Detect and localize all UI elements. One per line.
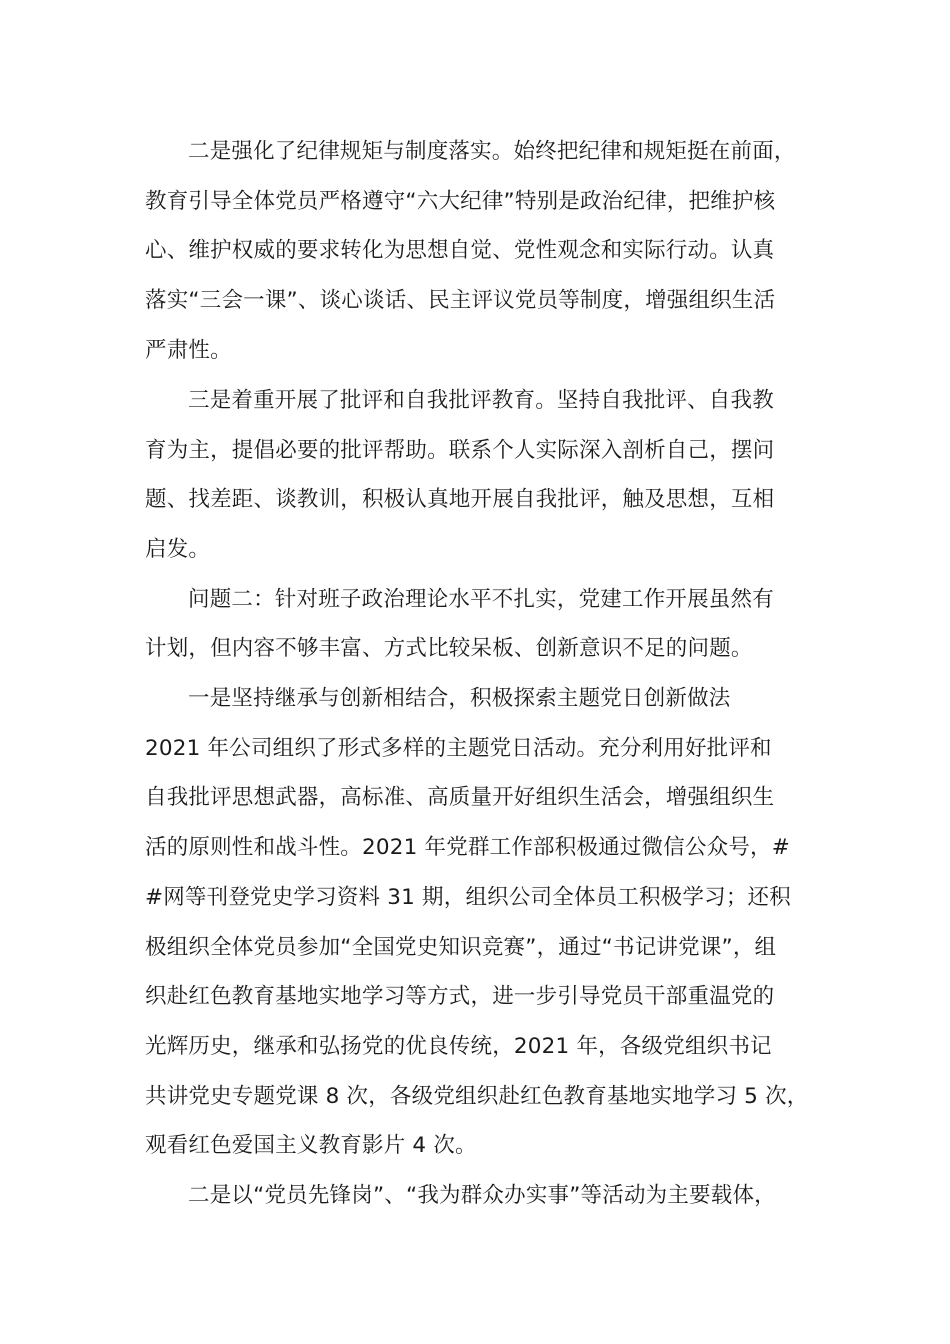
text-line: 计划，但内容不够丰富、方式比较呆板、创新意识不足的问题。 [145,636,753,661]
text-line: 三是着重开展了批评和自我批评教育。坚持自我批评、自我教 [188,388,774,413]
text-line: 问题二：针对班子政治理论水平不扎实，党建工作开展虽然有 [188,587,774,612]
text-line: 自我批评思想武器，高标准、高质量开好组织生活会，增强组织生 [145,785,775,810]
text-line: 落实“三会一课”、谈心谈话、民主评议党员等制度，增强组织生活 [145,288,776,313]
text-line: 活的原则性和战斗性。2021 年党群工作部积极通过微信公众号，# [145,835,790,860]
text-line: 2021 年公司组织了形式多样的主题党日活动。充分利用好批评和 [145,736,772,761]
text-line: 光辉历史，继承和弘扬党的优良传统，2021 年，各级党组织书记 [145,1034,772,1059]
text-line: 共讲党史专题党课 8 次，各级党组织赴红色教育基地实地学习 5 次， [145,1084,809,1109]
text-line: 题、找差距、谈教训，积极认真地开展自我批评，触及思想，互相 [145,487,775,512]
text-line: 一是坚持继承与创新相结合，积极探索主题党日创新做法 [188,686,731,711]
text-line: 育为主，提倡必要的批评帮助。联系个人实际深入剖析自己，摆问 [145,438,775,463]
text-line: 教育引导全体党员严格遵守“六大纪律”特别是政治纪律，把维护核 [145,189,776,214]
text-line: 极组织全体党员参加“全国党史知识竞赛”，通过“书记讲党课”，组 [145,935,777,960]
text-line: 织赴红色教育基地实地学习等方式，进一步引导党员干部重温党的 [145,984,775,1009]
text-line: 心、维护权威的要求转化为思想自觉、党性观念和实际行动。认真 [145,238,775,263]
text-line: 观看红色爱国主义教育影片 4 次。 [145,1133,477,1158]
text-line: #网等刊登党史学习资料 31 期，组织公司全体员工积极学习；还积 [145,885,791,910]
text-line: 严肃性。 [145,338,232,363]
text-line: 启发。 [145,537,211,562]
text-line: 二是强化了纪律规矩与制度落实。始终把纪律和规矩挺在前面， [188,139,796,164]
text-line: 二是以“党员先锋岗”、“我为群众办实事”等活动为主要载体， [188,1183,776,1208]
